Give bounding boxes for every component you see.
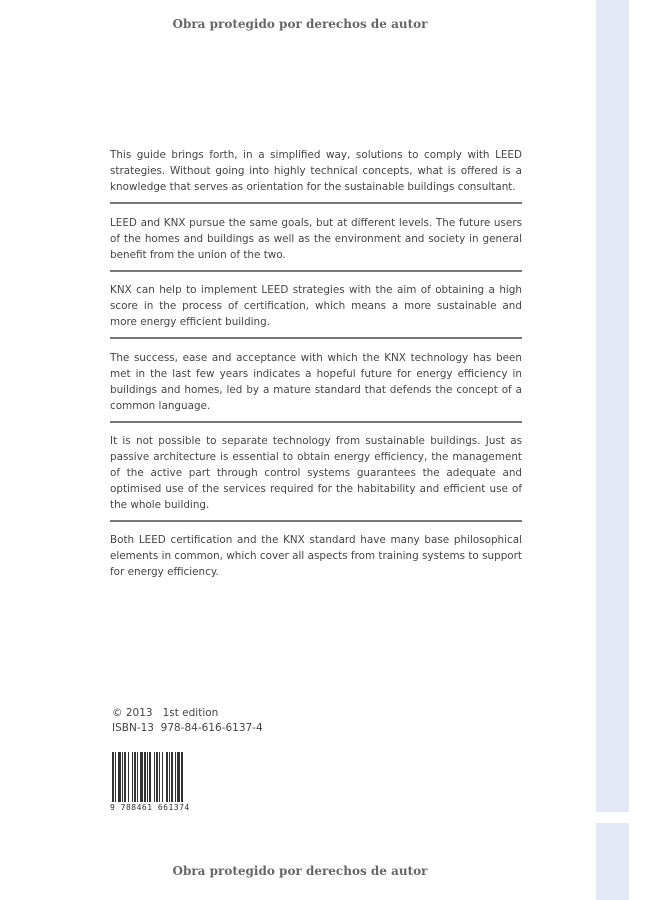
paragraph: KNX can help to implement LEED strategies with the aim of obtaining a high score in the process of certification, which means a more sustainable and more energy efficient building. <box>110 282 522 339</box>
isbn-line: ISBN-13 978-84-616-6137-4 <box>112 722 263 734</box>
paragraph: Both LEED certification and the KNX standard have many base philosophical elements in common, which cover all aspects from training systems to support for energy efficiency. <box>110 534 522 579</box>
paragraph: This guide brings forth, in a simplified way, solutions to comply with LEED strategies. Without going into highly technical concepts, what is offered is a knowledge that serves as orientation for the sustainable buildings consultant. <box>110 147 522 204</box>
side-strip <box>596 0 629 812</box>
barcode-digits: 9 788461 661374 <box>110 803 190 812</box>
barcode-bar <box>183 752 184 802</box>
back-cover-text <box>110 137 522 595</box>
copyright-line: © 2013 1st edition <box>112 707 219 719</box>
side-strip-lower <box>596 823 629 900</box>
paragraph: It is not possible to separate technology from sustainable buildings. Just as passive architecture is essential to obtain energy efficiency, the management of the active part through control systems guarantees the adequate and optimised use of the services required for the habitability and efficient use of the whole building. <box>110 433 522 522</box>
watermark-footer: Obra protegido por derechos de autor <box>172 864 428 878</box>
barcode <box>112 752 212 802</box>
watermark-header: Obra protegido por derechos de autor <box>172 17 428 31</box>
paragraph: The success, ease and acceptance with which the KNX technology has been met in the last few years indicates a hopeful future for energy efficiency in buildings and homes, led by a mature standard that defends the concept of a common language. <box>110 350 522 423</box>
paragraph: LEED and KNX pursue the same goals, but at different levels. The future users of the homes and buildings as well as the environment and society in general benefit from the union of the two. <box>110 215 522 272</box>
publication-info <box>112 706 263 736</box>
